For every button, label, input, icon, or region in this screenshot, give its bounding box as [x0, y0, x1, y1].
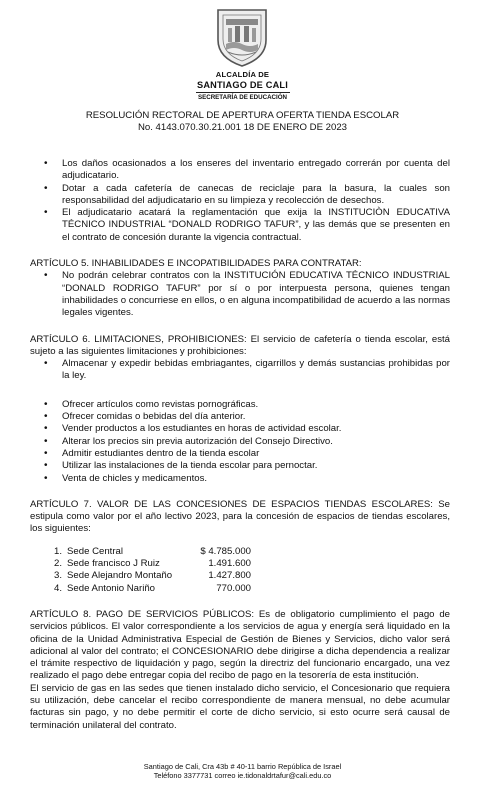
institution-line-1: ALCALDÍA DE: [215, 70, 270, 79]
list-item: 4. Sede Antonio Nariño 770.000: [53, 582, 251, 594]
institution-line-3: SECRETARÍA DE EDUCACIÓN: [197, 94, 288, 101]
header-divider: [196, 92, 290, 93]
list-item: • Almacenar y expedir bebidas embriagantes, cigarrillos y demás sustancias prohibidas por la ley.: [62, 358, 450, 383]
sede-name: Sede Central: [67, 545, 123, 557]
list-item: • Vender productos a los estudiantes en horas de actividad escolar.: [62, 423, 450, 435]
footer-contact: Teléfono 3377731 correo ie.tidonaldrtafur@cali.edu.co: [153, 771, 332, 780]
intro-bullet-list: [30, 158, 450, 244]
list-item: 3. Sede Alejandro Montaño 1.427.800: [53, 570, 251, 582]
sede-name: Sede Alejandro Montaño: [67, 570, 173, 582]
article-8-paragraph-1: ARTÍCULO 8. PAGO DE SERVICIOS PÚBLICOS: Es de obligatorio cumplimiento el pago de servicios públicos. El valor correspondiente a los servicios de agua y energía será liquidado en la oficina de la Unidad Administrativa Especial de Gestión de Bienes y Servicios, dicho valor será adicional al valor del contrato; el CONCESIONARIO debe dirigirse a dicha dependencia a realizar el trámite respectivo de liquidación y pago, según la directriz del funcionario encargado, una vez realizado el pago debe entregar copia del recibo de pago en la tesorería de esta institución.: [30, 608, 450, 682]
list-item: • Los daños ocasionados a los enseres del inventario entregado correrán por cuenta del adjudicatario.: [62, 158, 450, 183]
list-item: • El adjudicatario acatará la reglamentación que exija la INSTITUCIÒN EDUCATIVA TÉCNICO INDUSTRIAL “DONALD RODRIGO TAFUR”, y las demás que se presenten en el contrato de concesión durante la vigencia contractual.: [62, 207, 450, 244]
resolution-number: No. 4143.070.30.21.001 18 DE ENERO DE 2023: [137, 122, 348, 133]
list-item: • Venta de chicles y medicamentos.: [62, 473, 450, 485]
list-item: • No podrán celebrar contratos con la INSTITUCIÓN EDUCATIVA TÉCNICO INDUSTRIAL “DONALD RODRIGO TAFUR” por sí o por interpuesta persona, quienes tengan inhabilidades o concurriese en ellos, o en alguna incompatibilidad de acuerdo a las normas legales vigentes.: [62, 270, 450, 319]
list-item: 2. Sede francisco J Ruiz 1.491.600: [53, 558, 251, 570]
article-5-heading: ARTÍCULO 5. INHABILIDADES E INCOPATIBILIDADES PARA CONTRATAR:: [30, 258, 362, 270]
list-item: • Dotar a cada cafetería de canecas de reciclaje para la basura, la cuales son responsabilidad del adjudicatario en su limpieza y recolección de desechos.: [62, 183, 450, 208]
article-6-bullet-list-a: [30, 358, 450, 383]
article-7-text: ARTÍCULO 7. VALOR DE LAS CONCESIONES DE ESPACIOS TIENDAS ESCOLARES: Se estipula como valor por el año lectivo 2023, para la concesión de espacios de tiendas escolares, los siguientes:: [30, 498, 450, 535]
sede-value: 1.427.800: [208, 570, 251, 582]
document-body: [30, 158, 450, 732]
list-item: • Ofrecer artículos como revistas pornográficas.: [62, 399, 450, 411]
list-item: • Utilizar las instalaciones de la tienda escolar para pernoctar.: [62, 460, 450, 472]
sede-value: 1.491.600: [208, 558, 251, 570]
resolution-title: RESOLUCIÓN RECTORAL DE APERTURA OFERTA TIENDA ESCOLAR: [85, 110, 400, 121]
concession-values-list: [30, 546, 450, 595]
institution-line-2: SANTIAGO DE CALI: [197, 80, 288, 90]
article-8-paragraph-2: El servicio de gas en las sedes que tienen instalado dicho servicio, el Concesionario que requiera su utilización, debe cancelar el recibo correspondiente de manera mensual, no debe acumular facturas sin pago, y no debe permitir el corte de dicho servicio, si esto ocurre será causal de terminación unilateral del contrato.: [30, 682, 450, 731]
list-item: • Alterar los precios sin previa autorización del Consejo Directivo.: [62, 436, 450, 448]
sede-value: 770.000: [216, 582, 251, 594]
article-6-text: ARTÍCULO 6. LIMITACIONES, PROHIBICIONES: El servicio de cafetería o tienda escolar, está sujeto a las siguientes limitaciones y prohibiciones:: [30, 333, 450, 357]
sede-name: Sede francisco J Ruiz: [67, 558, 160, 570]
list-item: • Admitir estudiantes dentro de la tienda escolar: [62, 448, 450, 460]
footer-address: Santiago de Cali, Cra 43b # 40-11 barrio República de Israel: [143, 762, 342, 771]
cali-coat-of-arms-logo: [214, 6, 270, 68]
list-item: • Ofrecer comidas o bebidas del día anterior.: [62, 411, 450, 423]
article-6-bullet-list-b: [30, 399, 450, 485]
list-item: 1. Sede Central $ 4.785.000: [53, 545, 251, 557]
article-5-bullet-list: [30, 270, 450, 319]
sede-value: $ 4.785.000: [200, 545, 251, 557]
sede-name: Sede Antonio Nariño: [67, 582, 156, 594]
